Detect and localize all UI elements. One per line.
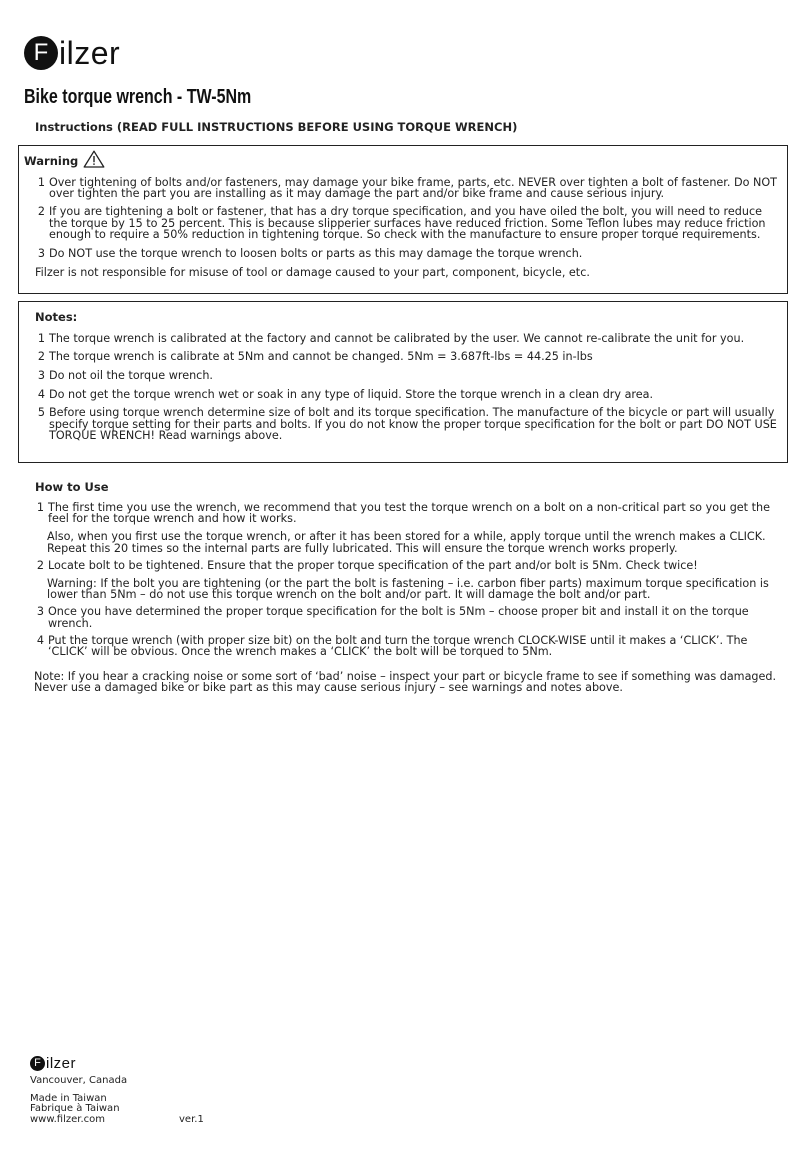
damage-note: Note: If you hear a cracking noise or some sort of ‘bad’ noise – inspect your part or bicycle frame to see if something was damaged. Never use a damaged bike or bike part as this may cause serious injury – see warnings and notes above. xyxy=(34,670,777,695)
item-number: 5 xyxy=(37,406,45,420)
footer-fabrique: Fabrique à Taiwan xyxy=(30,1103,120,1114)
logo-mark: F xyxy=(30,1056,45,1071)
item-number: 3 xyxy=(37,368,45,382)
item-text: Over tightening of bolts and/or fasteners, may damage your bike frame, parts, etc. NEVER over tighten a bolt of fastener. Do NOT over tighten the part you are installing as it may damage the part and/or bike frame and cause serious injury. xyxy=(49,175,777,200)
warning-heading xyxy=(24,152,777,169)
warning-heading-text: Warning xyxy=(24,153,79,168)
item-text: The torque wrench is calibrate at 5Nm and cannot be changed. 5Nm = 3.687ft-lbs = 44.25 in-lbs xyxy=(49,350,593,364)
footer xyxy=(30,1056,230,1125)
note-item xyxy=(19,407,777,441)
item-text: Do not get the torque wrench wet or soak in any type of liquid. Store the torque wrench in a clean dry area. xyxy=(49,387,654,401)
warning-triangle-icon xyxy=(83,150,105,171)
item-text: If you are tightening a bolt or fastener, that has a dry torque specification, and you have oiled the bolt, you will need to reduce the torque by 15 to 25 percent. This is because slipperier surfaces have reduced friction. Some Teflon lubes may reduce friction enough to require a 50% reduction in tightening torque. So check with the manufacture to ensure proper torque requirements. xyxy=(49,205,766,241)
liability-disclaimer: Filzer is not responsible for misuse of tool or damage caused to your part, component, bicycle, etc. xyxy=(35,265,590,279)
footer-website: www.filzer.com xyxy=(30,1113,106,1125)
notes-box xyxy=(18,301,788,463)
footer-version: ver.1 xyxy=(179,1113,204,1125)
footer-made-in: Made in Taiwan xyxy=(30,1092,107,1104)
how-to-use-heading: How to Use xyxy=(35,480,109,494)
item-number: 1 xyxy=(37,175,45,189)
item-text: Locate bolt to be tightened. Ensure that the proper torque specification of the part and/or bolt is 5Nm. Check twice! xyxy=(48,558,698,572)
logo-wordmark: ilzer xyxy=(59,35,121,71)
how-to-use-list xyxy=(18,502,788,657)
notes-list xyxy=(19,333,777,441)
item-number: 1 xyxy=(36,501,44,514)
item-text: Put the torque wrench (with proper size bit) on the bolt and turn the torque wrench CLOCK-WISE until it makes a ‘CLICK’. The ‘CLICK’ will be obvious. Once the wrench makes a ‘CLICK’ the bolt will be torqued to 5Nm. xyxy=(48,633,748,659)
item-text: Once you have determined the proper torque specification for the bolt is 5Nm – choose proper bit and install it on the torque wrench. xyxy=(48,605,749,630)
item-number: 2 xyxy=(37,350,45,364)
step-subparagraph: Warning: If the bolt you are tightening (or the part the bolt is fastening – i.e. carbon fiber parts) maximum torque specification is lower than 5Nm – do not use this torque wrench on the bolt and/or part. It will damage the bolt and/or part. xyxy=(47,577,769,602)
note-item xyxy=(19,389,777,400)
logo-wordmark: ilzer xyxy=(46,1055,77,1072)
step-subparagraph: Also, when you first use the torque wrench, or after it has been stored for a while, apply torque until the wrench makes a CLICK. Repeat this 20 times so the internal parts are fully lubricated. This will ensure the torque wrench works properly. xyxy=(47,530,766,555)
footer-location: Vancouver, Canada xyxy=(30,1075,128,1086)
item-text: Do not oil the torque wrench. xyxy=(49,368,213,382)
item-number: 2 xyxy=(37,205,45,219)
item-number: 3 xyxy=(37,246,45,260)
how-to-step xyxy=(18,502,788,554)
warning-item xyxy=(19,177,777,199)
how-to-step xyxy=(18,606,788,628)
item-number: 2 xyxy=(36,558,44,572)
how-to-use-section xyxy=(18,480,788,694)
item-text: The torque wrench is calibrated at the factory and cannot be calibrated by the user. We cannot re-calibrate the unit for you. xyxy=(49,331,745,345)
item-text: Do NOT use the torque wrench to loosen bolts or parts as this may damage the torque wrench. xyxy=(49,246,583,260)
note-item xyxy=(19,351,777,362)
item-text: The first time you use the wrench, we recommend that you test the torque wrench on a bolt on a non-critical part so you get the feel for the torque wrench and how it works. xyxy=(48,501,770,526)
item-number: 4 xyxy=(37,387,45,401)
footer-logo xyxy=(30,1056,230,1071)
instructions-subtitle: Instructions (READ FULL INSTRUCTIONS BEFORE USING TORQUE WRENCH) xyxy=(35,120,518,134)
note-item xyxy=(19,370,777,381)
brand-logo xyxy=(24,36,120,70)
logo-mark: F xyxy=(24,36,58,70)
item-number: 1 xyxy=(37,331,45,345)
item-number: 3 xyxy=(36,605,44,619)
notes-heading: Notes: xyxy=(35,309,78,324)
warning-list xyxy=(19,177,777,259)
item-number: 4 xyxy=(36,633,44,647)
warning-item xyxy=(19,248,777,259)
page-title: Bike torque wrench - TW-5Nm xyxy=(24,86,252,108)
warning-item xyxy=(19,206,777,240)
note-item xyxy=(19,333,777,344)
item-text: Before using torque wrench determine size of bolt and its torque specification. The manufacture of the bicycle or part will usually specify torque setting for their parts and bolts. If you do not know the proper torque specification for the bolt or part DO NOT USE TORQUE WRENCH! Read warnings above. xyxy=(49,406,777,442)
how-to-step xyxy=(18,560,788,601)
warning-box xyxy=(18,145,788,294)
how-to-step xyxy=(18,635,788,657)
